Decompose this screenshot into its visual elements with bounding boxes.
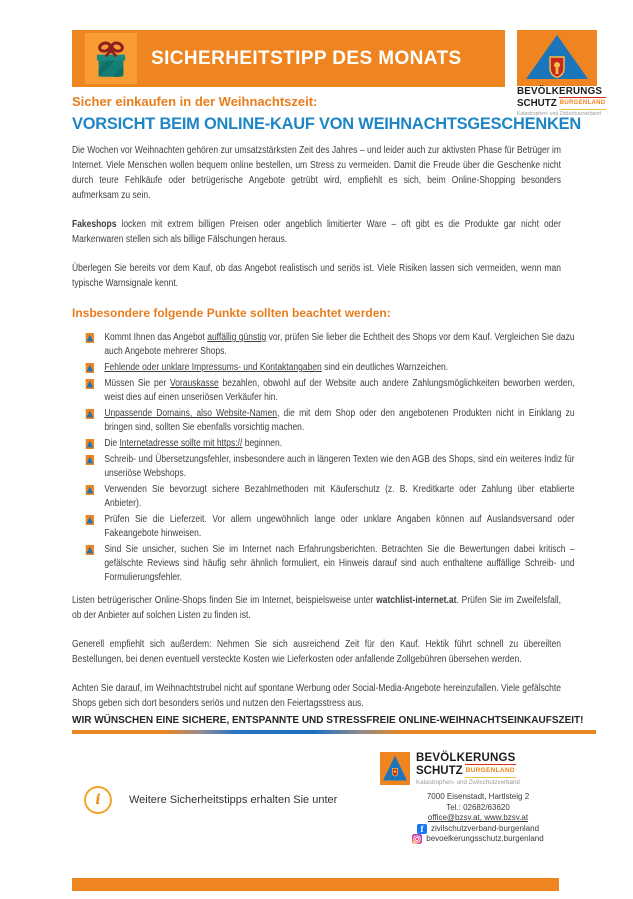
paragraph-watchlist: Listen betrügerischer Online-Shops finden Sie im Internet, beispielsweise unter watchlist-internet.at. Prüfen Sie im Zweifelsfall, ob der Anbieter auf solchen Listen zu finden ist.: [72, 595, 561, 621]
bullet-triangle-icon: [86, 515, 95, 525]
list-item-text: Unpassende Domains, also Website-Namen, die mit dem Shop oder den angebotenen Produkten nicht in Einklang zu bringen sind, sollten Sie ebenfalls vorsichtig machen.: [104, 408, 575, 433]
bullet-triangle-icon: [86, 545, 95, 555]
brand-schutz: SCHUTZ: [517, 98, 557, 109]
footer-address: 7000 Eisenstadt, Hartlsteig 2: [426, 792, 530, 801]
civil-protection-logo-icon: [380, 752, 410, 785]
list-item-text: Sind Sie unsicher, suchen Sie im Internet nach Erfahrungsberichten. Betrachten Sie die Bewertungen dabei kritisch – gefälschte Reviews sind häufig sehr ähnlich formuliert, ein Hinweis darauf sind auch enthaltene auffällige Schreib- und Formulierungsfehler.: [104, 544, 575, 583]
bullet-triangle-icon: [86, 363, 95, 373]
brand-region: BURGENLAND: [559, 97, 607, 110]
footer: [380, 752, 576, 845]
footer-phone: Tel.: 02682/63620: [446, 802, 510, 812]
list-item-text: Die Internetadresse sollte mit https:// beginnen.: [104, 438, 283, 449]
closing-line: WIR WÜNSCHEN EINE SICHERE, ENTSPANNTE UND STRESSFREIE ONLINE-WEIHNACHTSEINKAUFSZEIT!: [72, 715, 584, 726]
brand-tagline: Katastrophen- und Zivilschutzverband: [416, 779, 520, 786]
info-icon: i: [84, 786, 112, 814]
facebook-row[interactable]: [380, 824, 576, 835]
list-item-text: Prüfen Sie die Lieferzeit. Vor allem ungewöhnlich lange oder unklare Angaben können auf Auslandsversand oder Fakeangebote hinweisen.: [104, 514, 575, 539]
gift-icon: [85, 33, 137, 84]
brand-line1: BEVÖLKERUNGS: [416, 752, 516, 764]
footer-logo: [380, 752, 410, 786]
brand-line1: BEVÖLKERUNGS: [517, 86, 603, 97]
headline: VORSICHT BEIM ONLINE-KAUF VON WEIHNACHTSGESCHENKEN: [72, 115, 582, 133]
brand-schutz: SCHUTZ: [416, 765, 463, 777]
instagram-row[interactable]: [380, 834, 576, 845]
list-item-text: Schreib- und Übersetzungsfehler, insbesondere auch in längeren Texten wie den AGB des Shops, sind ein weiteres Indiz für unseriöse Webshops.: [104, 454, 575, 479]
list-item: [86, 331, 575, 359]
next-page-bar: [72, 878, 559, 891]
paragraph-intro: Die Wochen vor Weihnachten gehören zur umsatzstärksten Zeit des Jahres – und leider auch zur aktivsten Phase für Betrüger im Internet. Viele Menschen wollen bequem online bestellen, um Stress zu vermeiden. Damit die Freude über die Geschenke nicht durch teure Fehlkäufe oder betrügerische Angebote getrübt wird, empfiehlt es sich, beim Online-Shopping besonders aufmerksam zu sein.: [72, 145, 561, 201]
list-item-text: Müssen Sie per Vorauskasse bezahlen, obwohl auf der Website auch andere Zahlungsmöglichkeiten beworben werden, weist dies auf einen unseriösen Verkäufer hin.: [104, 378, 575, 403]
paragraph-rest: locken mit extrem billigen Preisen oder angeblich limitierter Ware – oft gibt es die Produkte gar nicht oder Markenwaren stellen sich als billige Fälschungen heraus.: [72, 219, 561, 245]
facebook-icon: f: [417, 824, 427, 834]
bullet-triangle-icon: [86, 485, 95, 495]
paragraph-generell: Generell empfiehlt sich außerdem: Nehmen Sie sich ausreichend Zeit für den Kauf. Hektik führt schnell zu übereilten Bestellungen, bei denen eventuell versteckte Kosten wie Lieferkosten oder anfallende Zollgebühren übersehen werden.: [72, 639, 561, 665]
list-item-text: Kommt Ihnen das Angebot auffällig günstig vor, prüfen Sie lieber die Echtheit des Shops vor dem Kauf. Vergleichen Sie dazu auch Angebote mehrerer Shops.: [104, 332, 575, 357]
brand-region: BURGENLAND: [465, 764, 516, 778]
list-item-text: Fehlende oder unklare Impressums- und Kontaktangaben sind ein deutliches Warnzeichen.: [104, 362, 449, 373]
info-row: [84, 786, 337, 814]
watchlist-domain: watchlist-internet.at: [376, 595, 457, 606]
paragraph-fakeshops: [72, 217, 561, 247]
list-heading: Insbesondere folgende Punkte sollten beachtet werden:: [72, 306, 391, 320]
header-bar: [72, 30, 505, 87]
bold-lead: Fakeshops: [72, 219, 117, 230]
list-item: [86, 437, 575, 451]
instagram-handle: bevoelkerungsschutz.burgenland: [426, 834, 544, 843]
kicker: Sicher einkaufen in der Weihnachtszeit:: [72, 94, 318, 109]
list-item: [86, 453, 575, 481]
brand-tagline: Katastrophen- und Zivilschutzverband: [517, 111, 601, 117]
list-item: [86, 543, 575, 585]
brand-line2: [416, 764, 520, 778]
bullet-triangle-icon: [86, 455, 95, 465]
list-item-text: Verwenden Sie bevorzugt sichere Bezahlmethoden mit Käuferschutz (z. B. Kreditkarte oder Zahlung über etablierte Anbieter).: [104, 484, 575, 509]
civil-protection-logo-icon: [517, 30, 597, 86]
paragraph-weihnachtstrubel: Achten Sie darauf, im Weihnachtstrubel nicht auf spontane Werbung oder Social-Media-Angebote hereinzufallen. Viele gefälschte Shops geben sich dort besonders seriös und nutzen den Feiertagsstress aus.: [72, 683, 561, 709]
paragraph-warnsignale: Überlegen Sie bereits vor dem Kauf, ob das Angebot realistisch und seriös ist. Viele Risiken lassen sich vermeiden, wenn man typische Warnsignale kennt.: [72, 263, 561, 289]
list-item: [86, 377, 575, 405]
list-item: [86, 483, 575, 511]
tips-list: [72, 331, 575, 585]
info-text: Weitere Sicherheitstipps erhalten Sie unter: [129, 794, 338, 806]
instagram-icon: [412, 834, 422, 844]
footer-links[interactable]: office@bzsv.at, www.bzsv.at: [427, 813, 529, 822]
list-item: [86, 513, 575, 541]
bullet-triangle-icon: [86, 439, 95, 449]
bullet-triangle-icon: [86, 409, 95, 419]
bullet-triangle-icon: [86, 333, 95, 343]
bullet-triangle-icon: [86, 379, 95, 389]
page-title: SICHERHEITSTIPP DES MONATS: [151, 47, 462, 69]
list-item: [86, 361, 575, 375]
list-item: [86, 407, 575, 435]
facebook-handle: zivilschutzverband-burgenland: [430, 823, 540, 833]
gradient-divider: [72, 730, 596, 734]
